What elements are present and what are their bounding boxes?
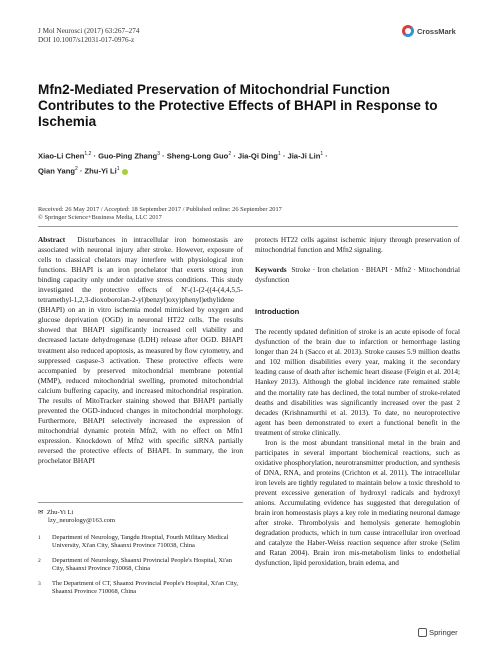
affiliation-text: Department of Neurology, Shaanxi Provincial People's Hospital, Xi'an City, Shaanxi Province 710068, China [52,557,232,573]
intro-paragraph: The recently updated definition of stroke is an acute episode of focal dysfunction of the brain due to infarction or hemorrhage lasting longer than 24 h (Sacco et al. 2013). Stroke causes 5.9 million deaths and 102 million disabilities every year, making it the secondary leading cause of death after ischemic heart disease (Feigin et al. 2014; Hankey 2013). Although the global incidence rate remained stable and the mortality rate has declined, the total number of stroke-related deaths and disabilities was significantly increased over the past 2 decades (Krishnamurthi et al. 2013). To date, no neuroprotective agent has been demonstrated to exert a functional benefit in the treatment of stroke clinically. [255,327,460,437]
affiliation-number: 1 [38,535,41,541]
abstract-text: Disturbances in intracellular iron homeostasis are associated with neuronal injury after stroke. However, exposure of cells to classical chelators may interfere with physiological iron functions. BHAPI is an iron prochelator that exerts strong iron binding capacity only under oxidative stress conditions. This study investigated the protective effects of N'-(1-(2-((4-(4,4,5,5-tetramethyl-1,2,3-dioxoborolan-2-yl)benzyl)oxy)phenyl)ethylidene (BHAPI) on an in vitro ischemia model mimicked by oxygen and glucose deprivation (OGD) in neuronal HT22 cells. The results showed that BHAPI significantly increased cell viability and decreased lactate dehydrogenase (LDH) release after OGD. BHAPI treatment also reduced apoptosis, as measured by flow cytometry, and suppressed caspase-3 activation. These protective effects were accompanied by preserved mitochondrial membrane potential (MMP), reduced mitochondrial swelling, promoted mitochondrial calcium buffering capacity, and increased mitochondrial respiration. The results of MitoTracker staining showed that BHAPI partially prevented the OGD-induced changes in mitochondrial morphology. Furthermore, BHAPI selectively increased the expression of mitochondrial dynamic protein Mfn2, with no effect on Mfn1 expression. Knockdown of Mfn2 with specific siRNA partially reversed the protective effects of BHAPI. In summary, the iron prochelator BHAPI [38,235,243,466]
author-affiliation: 2 [75,166,78,173]
intro-paragraph: Iron is the most abundant transitional metal in the brain and participates in several important biochemical reactions, such as oxidative phosphorylation, neurotransmitter production, and synthesis of DNA, RNA, and proteins (Crichton et al. 2011). The intracellular iron levels are tightly regulated to maintain below a toxic threshold to prevent excessive generation of hydroxyl radicals and hydroxyl anions. Accumulating evidence has suggested that deregulation of brain iron homeostasis plays a key role in mediating neuronal damage after stroke. Thrombolysis and hemolysis generate hemoglobin degradation products, which in turn cause intracellular iron overload and catalyze the Haber-Weiss reaction sequence after stroke (Selim and Ratan 2004). Brain iron mis-metabolism links to endothelial dysfunction, lipid peroxidation, brain edema, and [255,437,460,568]
affiliation [38,557,243,574]
author-affiliation: 1 [320,151,324,157]
author: Guo-Ping Zhang [98,151,158,161]
crossmark-badge[interactable] [402,24,466,38]
keywords-text: Stroke · Iron chelation · BHAPI · Mfn2 · Mitochondrial dysfunction [255,265,460,285]
article-title: Mfn2-Mediated Preservation of Mitochondrial Function Contributes to the Protective Effects of BHAPI in Response to Ischemia [38,82,438,130]
contact-name: Zhu-Yi Li [46,509,74,516]
affiliation-text: Department of Neurology, Tangdu Hospital, Fourth Military Medical University, Xi'an City, Shaanxi Province 710038, China [52,534,229,550]
history-dates: Received: 26 May 2017 / Accepted: 18 September 2017 / Published online: 26 September 2017 [38,206,282,213]
copyright: © Springer Science+Business Media, LLC 2017 [38,214,162,221]
affiliation [38,580,243,597]
author: Zhu-Yi Li [84,166,117,176]
author-affiliation: 3 [157,151,160,157]
author-affiliation: 2 [228,151,232,157]
footnote-divider [38,502,243,503]
springer-horse-icon [418,628,427,637]
author: Jia-Ji Lin [287,151,321,161]
abstract [38,235,243,466]
abstract-continuation: protects HT22 cells against ischemic injury through preservation of mitochondrial function and Mfn2 signaling. [255,235,460,255]
publisher-name: Springer [429,628,458,637]
author: Qian Yang [38,166,75,176]
keywords-heading: Keywords [255,265,287,275]
publication-dates [38,206,458,222]
journal-header [38,27,139,45]
author-affiliation: 1 [116,166,120,173]
crossmark-icon [402,25,414,37]
divider [38,226,458,227]
mail-icon: ✉ [38,509,44,516]
contact-email[interactable]: lzy_neurology@163.com [48,517,116,525]
publisher-logo [418,628,458,637]
author: Jia-Qi Ding [237,151,278,161]
right-column [255,235,460,568]
doi[interactable]: DOI 10.1007/s12031-017-0976-z [38,36,135,44]
author: Sheng-Long Guo [166,151,229,161]
affiliation-text: The Department of CT, Shaanxi Provincial People's Hospital, Xi'an City, Shaanxi Province 710068, China [52,580,238,596]
author-affiliation: 1 [277,151,281,157]
journal-citation: J Mol Neurosci (2017) 63:267–274 [38,27,140,35]
introduction-heading: Introduction [255,307,300,317]
author-list: Xiao-Li Chen$^{1,2}$ · Guo-Ping Zhang$^3$ · Sheng-Long Guo$^2$ · Jia-Qi Ding$^1$ · Jia-Ji Lin$^1$ · Qian Yang$^2$ · Zhu-Yi Li$^1$ [38,151,328,176]
author-affiliation: 1,2 [84,151,92,157]
crossmark-label: CrossMark [417,26,456,36]
affiliation [38,534,243,551]
corresponding-author [38,509,243,526]
affiliation-number: 3 [38,581,41,587]
orcid-icon[interactable] [122,169,128,175]
author: Xiao-Li Chen [38,151,85,161]
abstract-heading: Abstract [38,235,66,244]
affiliation-number: 2 [38,558,41,564]
